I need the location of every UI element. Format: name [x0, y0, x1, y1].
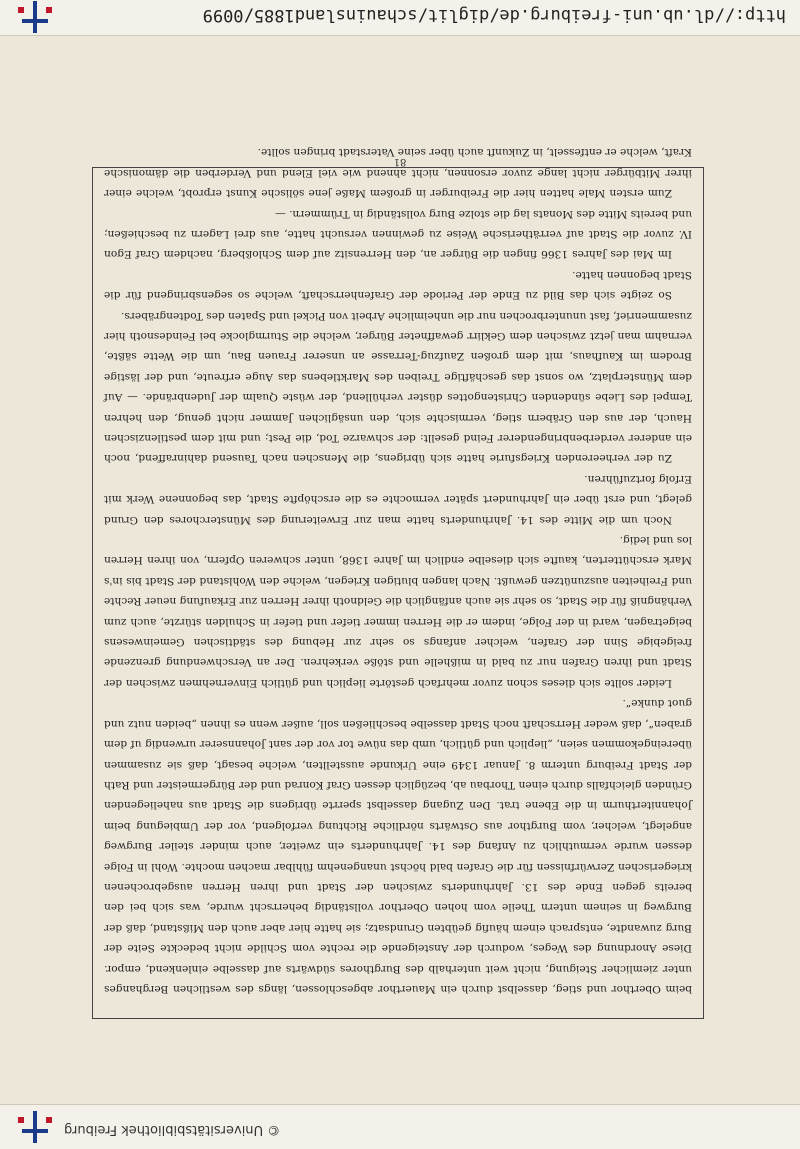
header-bar	[0, 1104, 800, 1149]
library-logo-icon	[18, 1, 52, 33]
paragraph: Zum ersten Male hatten hier die Freiburger in großem Maße jene sölische Kunst erprobt, welche einer ihrer Mitbürger nicht lange zuvor ersonnen, nicht ahnend wie viel Elend und Verderben die dämonische Kraft, welche er entfesselt, in Zukunft auch über seine Vaterstadt bringen sollte.	[104, 146, 692, 200]
source-url[interactable]: http://dl.ub.uni-freiburg.de/diglit/schauinsland1885/0099	[202, 5, 786, 25]
page-number: 81	[393, 156, 407, 167]
footer-bar	[0, 0, 800, 36]
paragraph: Im Mai des Jahres 1366 fingen die Bürger an, den Herrensitz auf dem Schloßberg, nachdem Graf Egon IV. zuvor die Stadt auf verrätherische Weise zu gewinnen versucht hatte, aus drei Lagern zu beschießen; und bereits Mitte des Monats lag die stolze Burg vollständig in Trümmern. —	[104, 207, 692, 261]
paragraph: beim Oberthor und stieg, dasselbst durch ein Mauerthor abgeschlossen, längs des westlichen Berghanges unter ziemlicher Steigung, nicht weit unterhalb des Burgthores südwärts auf dasselbe einlenkend, empor. Diese Anordnung des Weges, wodurch der Ansteigende die rechte vom Schilde nicht bedeckte Seite der Burg zuwandte, entsprach einem häufig geübten Grundsatz; sie hatte hier aber auch den Mißstand, daß der Burgweg in seinem untern Theile vom hohen Oberthor vollständig beherrscht wurde, was sich bei den bereits gegen Ende des 13. Jahrhunderts zwischen der Stadt und ihren Herren ausgebrochenen kriegerischen Zerwürfnissen für die Grafen bald höchst unangenehm fühlbar machen mochte. Wohl in Folge dessen wurde vermuthlich zu Anfang des 14. Jahrhunderts ein zweiter, auch minder steiler Burgweg angelegt, welcher, vom Burgthor aus Ostwärts nördliche Richtung verfolgend, vor der Umbiegung beim Johanniterthurm in die Ebene trat. Den Zugang dasselbst sperrte übrigens die Stadt aus naheliegenden Gründen gleichfalls durch einen Thorbau ab, bezüglich dessen Graf Konrad und der Bürgermeister und Rath der Stadt Freiburg unterm 8. Januar 1349 eine Urkunde ausstellten, welche besagt, daß sie zusammen übereingekommen seien, „lieplich und gütlich, umb das nüwe tor vor der sant Johannserer urwendig uf dem graben“, daß weder Herrschaft noch Stadt dasselbe beschließen soll, außer wenn es ihnen „beiden nutz und guot dunke“.	[104, 697, 692, 995]
paragraph: So zeigte sich das Bild zu Ende der Periode der Grafenherrschaft, welche so segensbringend für die Stadt begonnen hatte.	[104, 268, 692, 302]
paragraph: Leider sollte sich dieses schon zuvor mehrfach gestörte lieplich und gütlich Einvernehmen zwischen der Stadt und ihren Grafen nur zu bald in mißhelle und stöße verkehren. Der an Verschwendung grenzende freigebige Sinn der Grafen, welcher anfangs so sehr zur Hebung des städtischen Gemeinwesens beigetragen, ward in der Folge, indem er die Herren immer tiefer und tiefer in Schulden stürzte, auch zum Verhängniß für die Stadt, so sehr sie auch anfänglich die Geldnoth ihrer Herren zur Erkaufung neuer Rechte und Freiheiten auszunützen gewußt. Nach langen blutigen Kriegen, welche den Wohlstand der Stadt bis in's Mark erschütterten, kaufte sich dieselbe endlich im Jahre 1368, unter schweren Opfern, von ihren Herren los und ledig.	[104, 534, 692, 689]
paragraph: Zu der verheerenden Kriegsfurie hatte sich übrigens, die Menschen nach Tausend dahinraffend, noch ein anderer verderbenbringenderer Feind gesellt: der schwarze Tod, die Pest; und mit dem pestilenzischen Hauch, der aus den Gräbern stieg, vermischte sich, den unsäglichen Jammer nicht genug, den hehren Tempel des Liebe sündenden Christengottes düster verhüllend, der wüste Qualm der Judenbrände. — Auf dem Münsterplatz, wo sonst das geschäftige Treiben des Marktlebens das Auge erfreute, und der lästige Brodem im Kaufhaus, mit dem großen Zaufzug-Terrasse an unserer Frauen Bau, um die Wette säßte, vernahm man jetzt zwischen dem Geklirr gewaffneter Bürger, welche die Sturmglocke bei Feindesnoth hier zusammenrief, fast ununterbrochen nur die unheimliche Arbeit von Pickel und Spaten des Todtengräbers.	[104, 309, 692, 465]
copyright-notice: © Universitätsbibliothek Freiburg	[64, 1122, 281, 1137]
library-logo-icon	[18, 1111, 52, 1143]
page-body	[104, 142, 692, 999]
paragraph: Noch um die Mitte des 14. Jahrhunderts hatte man zur Erweiterung des Münsterchores den Grund gelegt, und erst über ein Jahrhundert später vermochte es die erschöpfte Stadt, das begonnene Werk mit Erfolg fortzuführen.	[104, 472, 692, 526]
